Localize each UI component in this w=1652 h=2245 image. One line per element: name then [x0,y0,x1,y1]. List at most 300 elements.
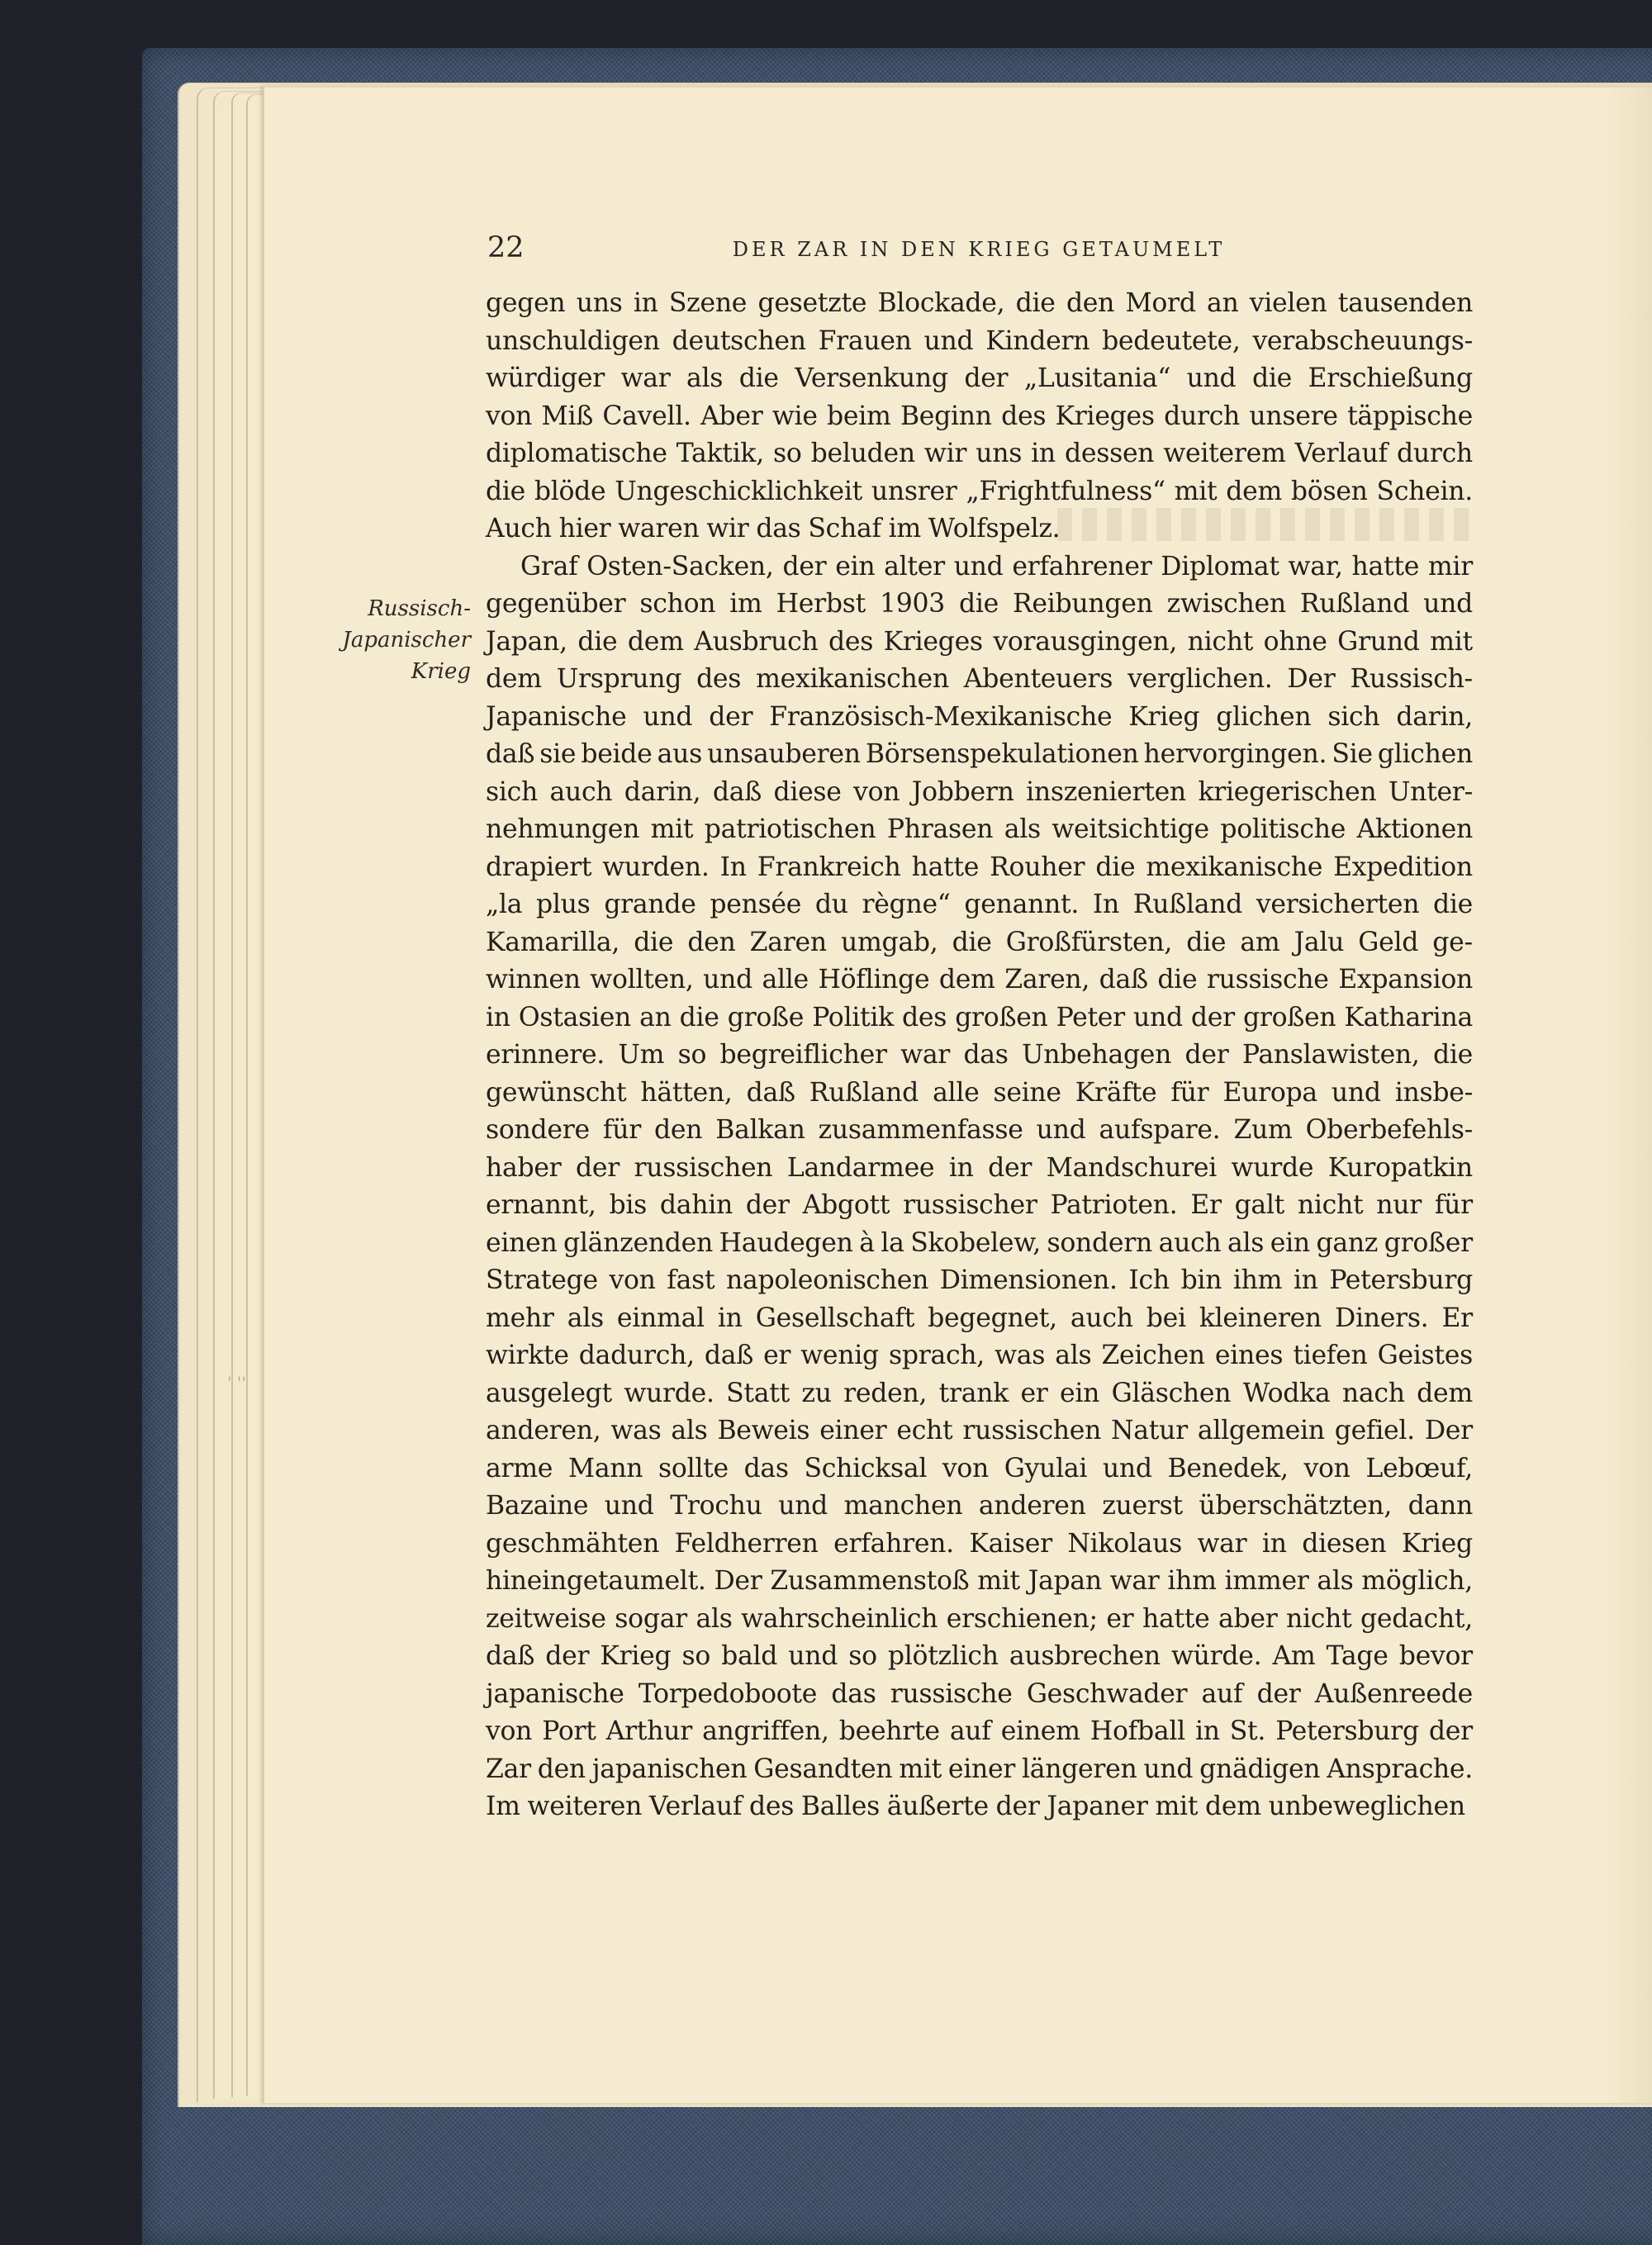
word: 1903 [880,589,945,619]
word: dessen [1065,439,1155,468]
word: Statt [726,1378,790,1408]
word: von [942,1453,990,1483]
word: und [643,701,693,732]
word: alle [933,1077,980,1108]
word: einmal [616,1303,705,1333]
word: ihm [1232,1265,1283,1295]
word: dem [486,664,542,694]
word: bin [1180,1265,1222,1295]
word: er [1106,1603,1134,1634]
word: Krieges [883,626,983,657]
word: der [995,1792,1040,1821]
word: seine [993,1077,1061,1108]
word: gesetzte [757,288,867,318]
word: Gesellschaft [755,1303,915,1333]
text-line [486,1150,1473,1188]
word: des [902,1002,947,1032]
word: Verlauf [648,1792,743,1821]
word: Szene [668,288,748,318]
word: Beweis [717,1416,810,1445]
word: als [695,1603,733,1634]
word: großen [1242,1002,1336,1032]
word: Gyulai [1004,1453,1088,1483]
text-line [486,1450,1473,1488]
word: ausgelegt [486,1378,612,1408]
word: großer [1384,1227,1473,1258]
word: Phrasen [886,814,994,844]
word: Hofball [1089,1716,1185,1746]
word: dem [1204,1792,1261,1821]
word: wenig [800,1341,879,1370]
word: „Lusitania“ [1023,363,1171,393]
word: für [602,1115,641,1145]
word: Gesandten [753,1754,893,1784]
word: gewünscht [486,1077,627,1108]
word: zuerst [1102,1491,1183,1521]
word: In [719,852,747,882]
word: Versenkung [795,363,948,393]
word: war [900,1040,951,1070]
word: war [1109,1566,1160,1596]
word: règne“ [862,890,951,919]
word: tiefen [1293,1341,1368,1370]
word: als [1004,814,1041,844]
word: Mord [1125,288,1196,318]
word: Herbst [776,589,866,619]
word: Abgott [802,1190,890,1220]
word: Höflinge [818,965,930,994]
word: Aktionen [1356,814,1473,844]
word: Cavell. [602,401,691,431]
word: auf [1201,1678,1243,1709]
word: nach [1341,1378,1405,1408]
word: die [486,476,525,506]
word: Lebœuf, [1365,1453,1473,1483]
word: beim [827,401,891,431]
word: daß [712,776,762,807]
text-line [486,624,1473,662]
word: Ansprache. [1327,1754,1473,1784]
word: Peter [1056,1002,1125,1032]
word: sondere [486,1115,590,1145]
word: Ich [1128,1265,1170,1295]
word: wahrscheinlich [741,1603,938,1634]
word: wirkte [486,1341,569,1370]
word: bedeutete, [1102,325,1241,356]
word: Erschießung [1308,363,1473,393]
word: von [609,1265,656,1295]
word: Japan, [486,626,567,657]
word: hineingetaumelt. [486,1566,706,1596]
text-line [486,1262,1473,1300]
word: nicht [1297,1190,1364,1220]
word: deutschen [672,325,806,356]
word: napoleonischen [726,1265,929,1295]
word: Geschwader [1026,1678,1188,1709]
word: Reibungen [1012,589,1153,619]
word: Kamarilla, [486,927,620,957]
word: Geistes [1377,1341,1473,1370]
word: nur [1376,1190,1422,1220]
text-line [486,1563,1473,1601]
word: Frauen [818,325,912,356]
word: ein [835,551,876,581]
word: gedacht, [1360,1603,1473,1634]
word: versicherten [1256,890,1420,919]
word: hatte [1142,1603,1210,1634]
word: so [773,439,802,468]
word: und [953,551,1004,581]
word: die [1157,965,1198,994]
word: dann [1408,1491,1473,1521]
word: und [923,325,974,356]
word: von [486,1716,533,1746]
word: die [738,363,779,393]
word: den [654,1115,703,1145]
word: diesen [1302,1528,1387,1559]
word: haber [486,1152,562,1183]
text-line [486,661,1473,699]
word: patriotischen [704,814,876,844]
word: weiteren [527,1792,643,1821]
word: mit [1174,476,1218,506]
word: Grund [1337,626,1420,657]
word: echt [896,1416,953,1445]
word: von [1303,1453,1351,1483]
word: Diners. [1335,1303,1429,1333]
word: Kaiser [969,1528,1052,1559]
word: Jalu [1294,927,1345,957]
word: Nikolaus [1067,1528,1182,1559]
word: bösen [1290,476,1368,506]
text-line [486,774,1473,812]
word: weiterem [1163,439,1286,468]
word: trank [938,1378,1009,1408]
word: für [1434,1190,1473,1220]
word: japanischen [591,1754,748,1784]
word: und [1143,1754,1194,1784]
word: und [1102,1453,1152,1483]
word: weitsichtige [1051,814,1209,844]
text-line [486,1037,1473,1075]
word: Ausbruch [694,626,819,657]
word: mexikanische [1146,852,1323,882]
word: als [686,363,724,393]
word: war [620,363,671,393]
word: zwischen [1166,589,1286,619]
word: erfahren. [833,1528,954,1559]
word: Skobelew, [910,1227,1041,1258]
word: und [604,1491,654,1521]
word: vorausgingen, [993,626,1178,657]
word: Stratege [486,1265,598,1295]
word: galt [1234,1190,1285,1220]
word: auf [949,1716,991,1746]
word: „Frightfulness“ [966,476,1165,506]
word: glichen [1216,701,1312,732]
word: wollten, [590,965,694,994]
word: anderen [978,1491,1086,1521]
word: darin, [1396,701,1473,732]
word: Trochu [670,1491,762,1521]
word: im [888,514,921,543]
word: Krieg [600,1641,672,1671]
word: von [853,776,900,807]
word: sondern [1047,1227,1152,1258]
word: und [1132,1002,1183,1032]
word: an [1206,288,1239,318]
word: Rußland [809,1077,919,1108]
text-line [486,1112,1473,1150]
word: russischen [962,1416,1102,1445]
word: im [729,589,762,619]
word: des [749,1792,795,1821]
word: das [743,1453,789,1483]
word: bald [721,1641,778,1671]
word: in [633,288,658,318]
word: Zusammenstoß [770,1566,970,1596]
text-line [486,1601,1473,1639]
word: Frankreich [757,852,901,882]
word: Feldherren [674,1528,819,1559]
word: in [1031,439,1056,468]
word: in [486,1002,510,1032]
marginal-note [297,593,471,687]
word: Rouher [990,852,1085,882]
word: einer [819,1416,887,1445]
text-line [486,1300,1473,1338]
word: möglich, [1361,1566,1473,1596]
word: dem [1417,1378,1473,1408]
word: Zum [1233,1115,1293,1145]
word: das [831,1678,876,1709]
word: auch [1158,1227,1222,1258]
word: Ungeschicklichkeit [615,476,862,506]
marginal-note-line: Russisch- [368,596,471,621]
word: Kindern [985,325,1090,356]
word: Er [1441,1303,1473,1333]
word: Börsenspekulationen [865,739,1139,769]
word: Abenteuers [963,664,1113,694]
text-line [486,886,1473,924]
word: umgab, [840,927,938,957]
word: Zaren [749,927,827,957]
word: Landarmee [786,1152,935,1183]
text-line [486,1225,1473,1263]
word: sich [1327,701,1380,732]
word: Katharina [1344,1002,1473,1032]
word: alle [762,965,809,994]
word: blöde [534,476,606,506]
word: daß [486,739,535,769]
word: erfahrener [1012,551,1152,581]
word: Japanische [486,701,627,732]
word: dem [938,965,995,994]
word: bei [1146,1303,1186,1333]
word: er [763,1341,791,1370]
word: ganz [1316,1227,1379,1258]
word: Zar [486,1754,531,1784]
word: Expedition [1333,852,1473,882]
word: japanische [486,1678,624,1709]
text-line [486,1375,1473,1413]
word: Japaner [1047,1792,1148,1821]
text-line [486,1788,1473,1826]
text-line [486,398,1473,436]
word: Arthur [605,1716,692,1746]
body-text [486,285,1473,1826]
text-line [486,1751,1473,1789]
word: Mandschurei [1046,1152,1217,1183]
word: Expansion [1338,965,1473,994]
word: russischen [634,1152,773,1183]
word: auch [1070,1303,1133,1333]
word: die [1095,852,1136,882]
text-line [486,924,1473,962]
word: russischer [903,1190,1037,1220]
text-line [486,1187,1473,1225]
word: winnen [486,965,581,994]
word: begegnet, [928,1303,1057,1333]
word: wie [771,401,818,431]
word: russische [1206,965,1329,994]
word: Zeichen [1101,1341,1205,1370]
word: in [1261,1528,1287,1559]
word: der [964,363,1009,393]
word: hervorgingen. [1143,739,1327,769]
text-line [486,961,1473,999]
word: unsrer [871,476,957,506]
word: wurde. [624,1378,714,1408]
word: In [1092,890,1120,919]
text-line [486,1638,1473,1676]
word: Französisch-Mexikanische [769,701,1113,732]
word: wurde [1231,1152,1314,1183]
word: Der [1287,664,1336,694]
text-line [486,586,1473,624]
text-line [486,1412,1473,1450]
word: wir [706,514,749,543]
word: grande [604,890,696,919]
word: uns [976,439,1023,468]
text-line [486,699,1473,737]
word: Außenreede [1314,1678,1473,1709]
word: Rußland [1299,589,1410,619]
word: Schein. [1376,476,1473,506]
word: diplomatische [486,439,667,468]
word: als [1055,1341,1092,1370]
text-line [486,811,1473,849]
word: was [610,1416,662,1445]
word: in [1194,1716,1220,1746]
word: ihm [1167,1566,1217,1596]
word: Der [1424,1416,1473,1445]
word: verglichen. [1127,664,1273,694]
word: der [988,1152,1032,1183]
word: plus [536,890,591,919]
word: der [1256,1678,1301,1709]
word: wir [923,439,967,468]
word: und [788,1641,838,1671]
word: unschuldigen [486,325,660,356]
word: und [1036,1115,1086,1145]
page-header [487,231,1470,273]
word: Osten-Sacken, [586,551,774,581]
word: schon [639,589,716,619]
word: wurden. [602,852,710,882]
word: der [575,1152,620,1183]
word: genannt. [964,890,1080,919]
word: daß [486,1641,535,1671]
word: Auch [486,514,552,543]
word: la [881,1227,904,1258]
word: aufspare. [1099,1115,1221,1145]
word: beehrte [838,1716,940,1746]
word: kleineren [1199,1303,1322,1333]
word: und [778,1491,828,1521]
word: würde. [1171,1641,1262,1671]
word: die [1186,927,1227,957]
word: Ursprung [556,664,682,694]
word: allgemein [1197,1416,1325,1445]
word: darin, [624,776,701,807]
word: in [1293,1265,1318,1295]
word: hatte [911,852,980,882]
word: an [639,1002,672,1032]
word: überschätzten, [1199,1491,1393,1521]
word: unsauberen [707,739,861,769]
word: Großfürsten, [1005,927,1173,957]
text-line [486,1075,1473,1113]
word: und [1186,363,1237,393]
word: der [745,1190,790,1220]
word: sogar [615,1603,687,1634]
word: Aber [700,401,763,431]
word: dem [627,626,684,657]
text-line [486,999,1473,1037]
word: à [859,1227,875,1258]
text-line [486,323,1473,361]
word: was [995,1341,1046,1370]
word: kriegerischen [1198,776,1377,807]
word: als [567,1303,604,1333]
word: Wodka [1242,1378,1331,1408]
word: Rußland [1132,890,1243,919]
text-line [486,360,1473,398]
word: Verlauf [1294,439,1388,468]
word: gegenüber [486,589,626,619]
word: der [1190,1002,1235,1032]
word: täppische [1347,401,1473,431]
word: und [1331,1077,1381,1108]
word: des [696,664,742,694]
word: dem [1226,476,1283,506]
word: hier [558,514,611,543]
word: drapiert [486,852,592,882]
word: mit [899,1754,942,1784]
word: Benedek, [1167,1453,1289,1483]
word: Oberbefehls- [1305,1115,1473,1145]
word: ohne [1263,626,1327,657]
word: und [703,965,752,994]
word: St. [1229,1716,1266,1746]
word: Beginn [900,401,992,431]
word: erschienen; [946,1603,1098,1634]
word: das [963,1040,1009,1070]
word: die [1015,288,1056,318]
word: in [948,1152,974,1183]
word: die [952,927,992,957]
